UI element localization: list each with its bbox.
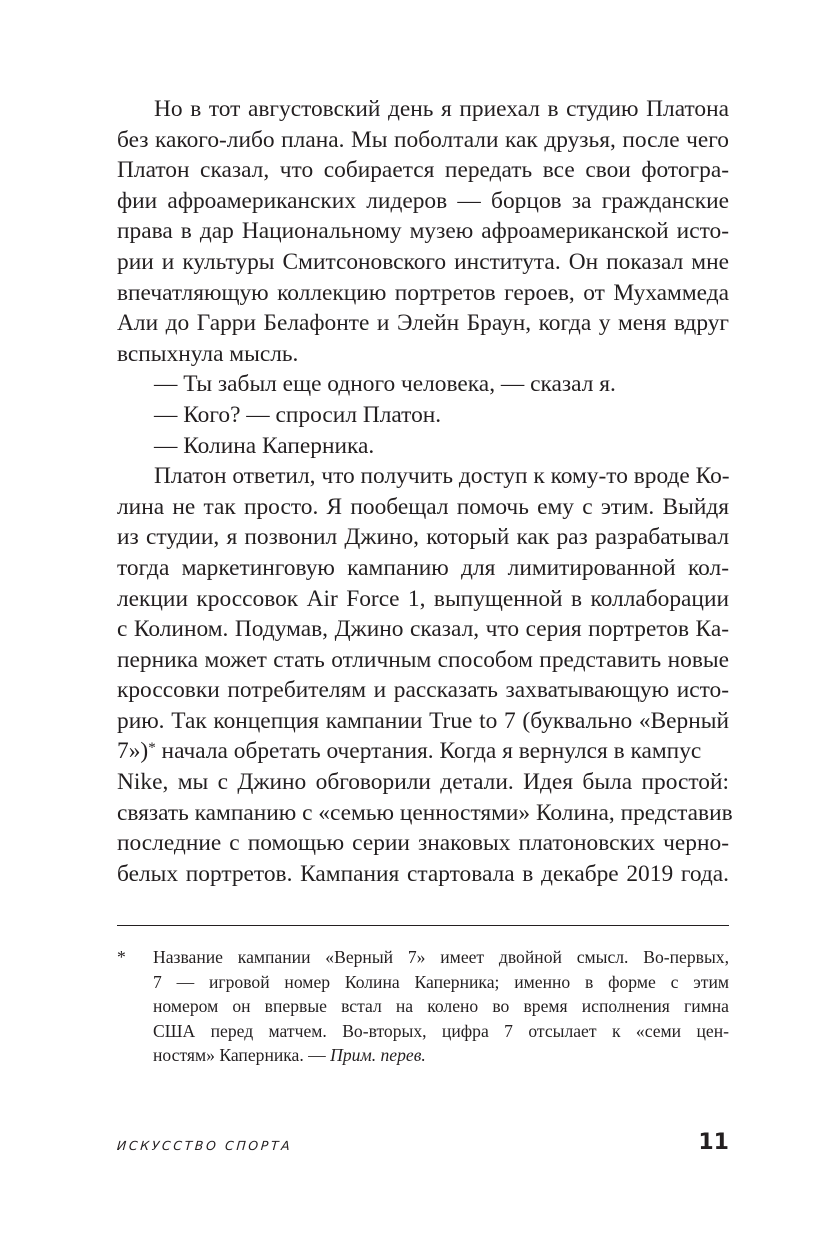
dialogue-line: — Колина Каперника.	[154, 432, 375, 459]
text-line: лекции кроссовок Air Force 1, выпущенной в коллаборации	[117, 585, 729, 612]
dialogue-line: — Ты забыл еще одного человека, — сказал я.	[154, 371, 616, 398]
text-line: фии афроамериканских лидеров — борцов за гражданские	[117, 187, 729, 214]
footnote-line	[153, 1043, 729, 1068]
text-fragment: начала обретать очертания. Когда я вернулся в кампус	[161, 738, 702, 765]
footnote	[117, 945, 729, 1068]
footnote-line: США перед матчем. Во-вторых, цифра 7 отсылает к «семи цен-	[153, 1020, 729, 1041]
text-line: связать кампанию с «семью ценностями» Колина, представив	[117, 799, 733, 826]
text-line: последние с помощью серии знаковых платоновских черно-	[117, 830, 729, 857]
text-line: Но в тот августовский день я приехал в студию Платона	[154, 96, 729, 122]
footnote-mark: *	[117, 947, 126, 967]
page-number: 11	[698, 1130, 729, 1155]
text-line: тогда маркетинговую кампанию для лимитированной кол-	[117, 554, 729, 581]
text-fragment: 7»)	[117, 738, 149, 765]
footnote-fragment: ностям» Каперника. —	[153, 1045, 326, 1066]
footnote-line: Название кампании «Верный 7» имеет двойной смысл. Во-первых,	[153, 947, 729, 967]
text-line: вспыхнула мысль.	[117, 340, 299, 367]
footnote-line: 7 — игровой номер Колина Каперника; именно в форме с этим	[153, 971, 729, 992]
running-footer-title: ИСКУССТВО СПОРТА	[116, 1138, 293, 1153]
text-line: без какого-либо плана. Мы поболтали как друзья, после чего	[117, 126, 729, 153]
text-line: Nike, мы с Джино обговорили детали. Идея была простой:	[117, 769, 729, 796]
main-text	[117, 94, 733, 889]
footnote-reference[interactable]: *	[148, 740, 156, 757]
text-line: впечатляющую коллекцию портретов героев, от Мухаммеда	[117, 279, 729, 306]
footnote-divider	[117, 925, 729, 926]
dialogue-line: — Кого? — спросил Платон.	[154, 401, 442, 428]
translator-note: Прим. перев.	[330, 1045, 426, 1066]
text-line: Платон сказал, что собирается передать все свои фотогра-	[117, 157, 729, 184]
text-line: из студии, я позвонил Джино, который как раз разрабатывал	[117, 524, 729, 551]
footnote-text	[153, 945, 729, 1068]
text-line: с Колином. Подумав, Джино сказал, что серия портретов Ка-	[117, 616, 729, 643]
text-line: рии и культуры Смитсоновского института. Он показал мне	[117, 248, 729, 275]
text-line: рию. Так концепция кампании True to 7 (буквально «Верный	[117, 707, 729, 734]
text-line: белых портретов. Кампания стартовала в декабре 2019 года.	[117, 860, 729, 887]
text-line: лина не так просто. Я пообещал помочь ему с этим. Выйдя	[117, 493, 729, 520]
text-line: права в дар Национальному музею афроамериканской исто-	[117, 218, 729, 245]
text-line: перника может стать отличным способом представить новые	[117, 646, 729, 673]
text-line: Али до Гарри Белафонте и Элейн Браун, когда у меня вдруг	[117, 310, 729, 337]
text-line: Платон ответил, что получить доступ к кому-то вроде Ко-	[154, 463, 730, 490]
text-line: кроссовки потребителям и рассказать захватывающую исто-	[117, 677, 729, 704]
footnote-line: номером он впервые встал на колено во время исполнения гимна	[153, 996, 729, 1017]
text-line-with-footnote	[117, 736, 729, 767]
